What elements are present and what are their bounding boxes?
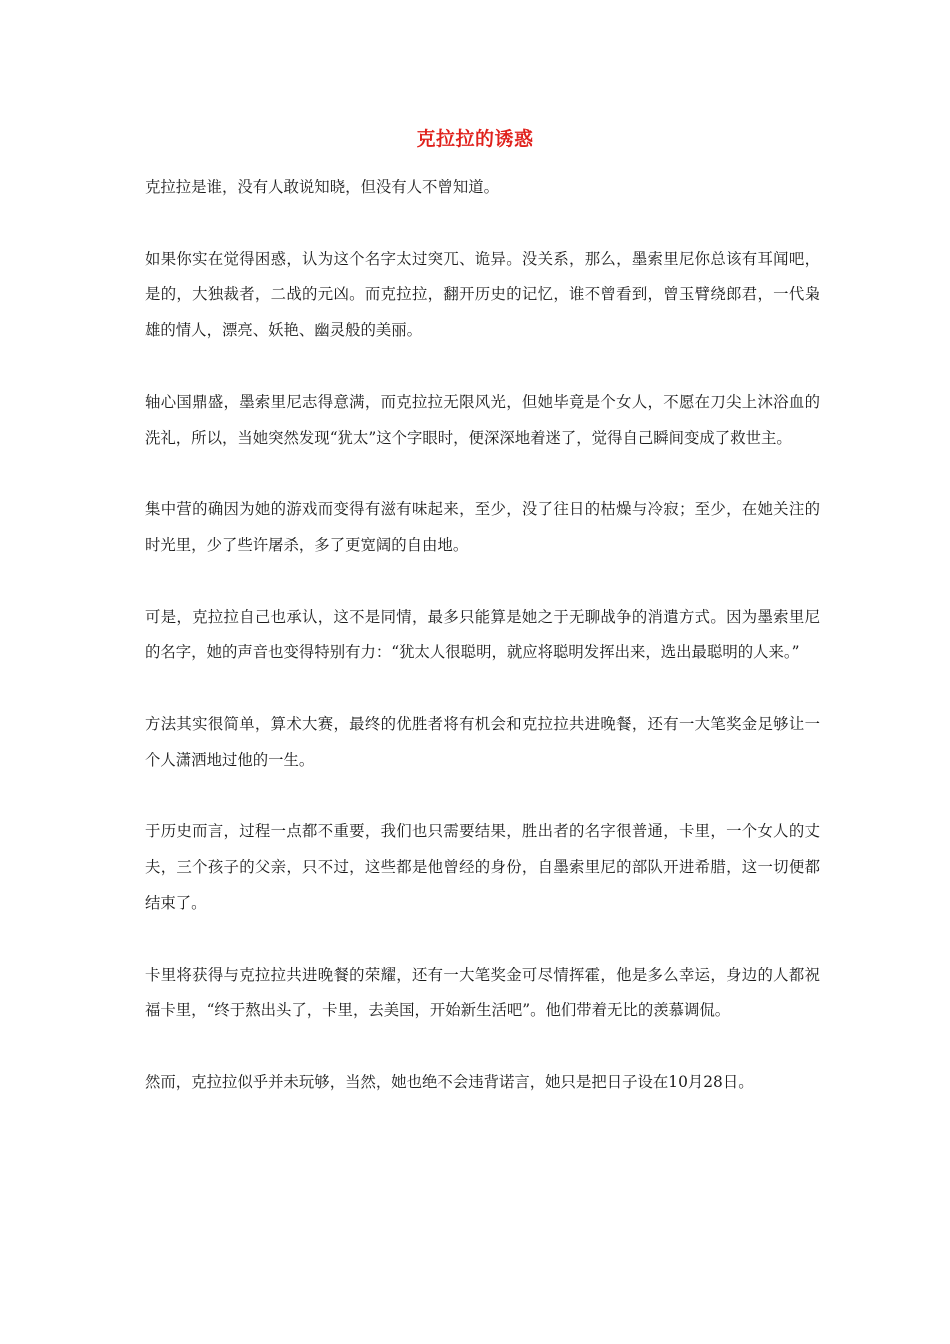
- paragraph-6: 方法其实很简单，算术大赛，最终的优胜者将有机会和克拉拉共进晚餐，还有一大笔奖金足够让一个人潇洒地过他的一生。: [145, 714, 820, 769]
- paragraph-4: 集中营的确因为她的游戏而变得有滋有味起来，至少，没了往日的枯燥与冷寂；至少，在她关注的时光里，少了些许屠杀，多了更宽阔的自由地。: [145, 500, 820, 554]
- paragraph-2: 如果你实在觉得困惑，认为这个名字太过突兀、诡异。没关系，那么，墨索里尼你总该有耳闻吧，是的，大独裁者，二战的元凶。而克拉拉，翻开历史的记忆，谁不曾看到，曾玉臂绕郎君，一代枭雄的情人，漂亮、妖艳、幽灵般的美丽。: [145, 249, 820, 340]
- paragraph-9: 然而，克拉拉似乎并未玩够，当然，她也绝不会违背诺言，她只是把日子设在10月28日。: [145, 1072, 754, 1091]
- paragraph-7: 于历史而言，过程一点都不重要，我们也只需要结果，胜出者的名字很普通，卡里，一个女人的丈夫，三个孩子的父亲，只不过，这些都是他曾经的身份，自墨索里尼的部队开进希腊，这一切便都结束了。: [145, 822, 820, 912]
- document-body: [145, 170, 820, 1137]
- paragraph-3: 轴心国鼎盛，墨索里尼志得意满，而克拉拉无限风光，但她毕竟是个女人，不愿在刀尖上沐浴血的洗礼，所以，当她突然发现“犹太”这个字眼时，便深深地着迷了，觉得自己瞬间变成了救世主。: [145, 392, 820, 447]
- paragraph-5: 可是，克拉拉自己也承认，这不是同情，最多只能算是她之于无聊战争的消遣方式。因为墨索里尼的名字，她的声音也变得特别有力：“犹太人很聪明，就应将聪明发挥出来，选出最聪明的人来。”: [145, 607, 820, 662]
- paragraph-8: 卡里将获得与克拉拉共进晚餐的荣耀，还有一大笔奖金可尽情挥霍，他是多么幸运，身边的人都祝福卡里，“终于熬出头了，卡里，去美国，开始新生活吧”。他们带着无比的羡慕调侃。: [145, 965, 820, 1020]
- paragraph-1: 克拉拉是谁，没有人敢说知晓，但没有人不曾知道。: [145, 178, 499, 196]
- document-title: 克拉拉的诱惑: [416, 128, 534, 150]
